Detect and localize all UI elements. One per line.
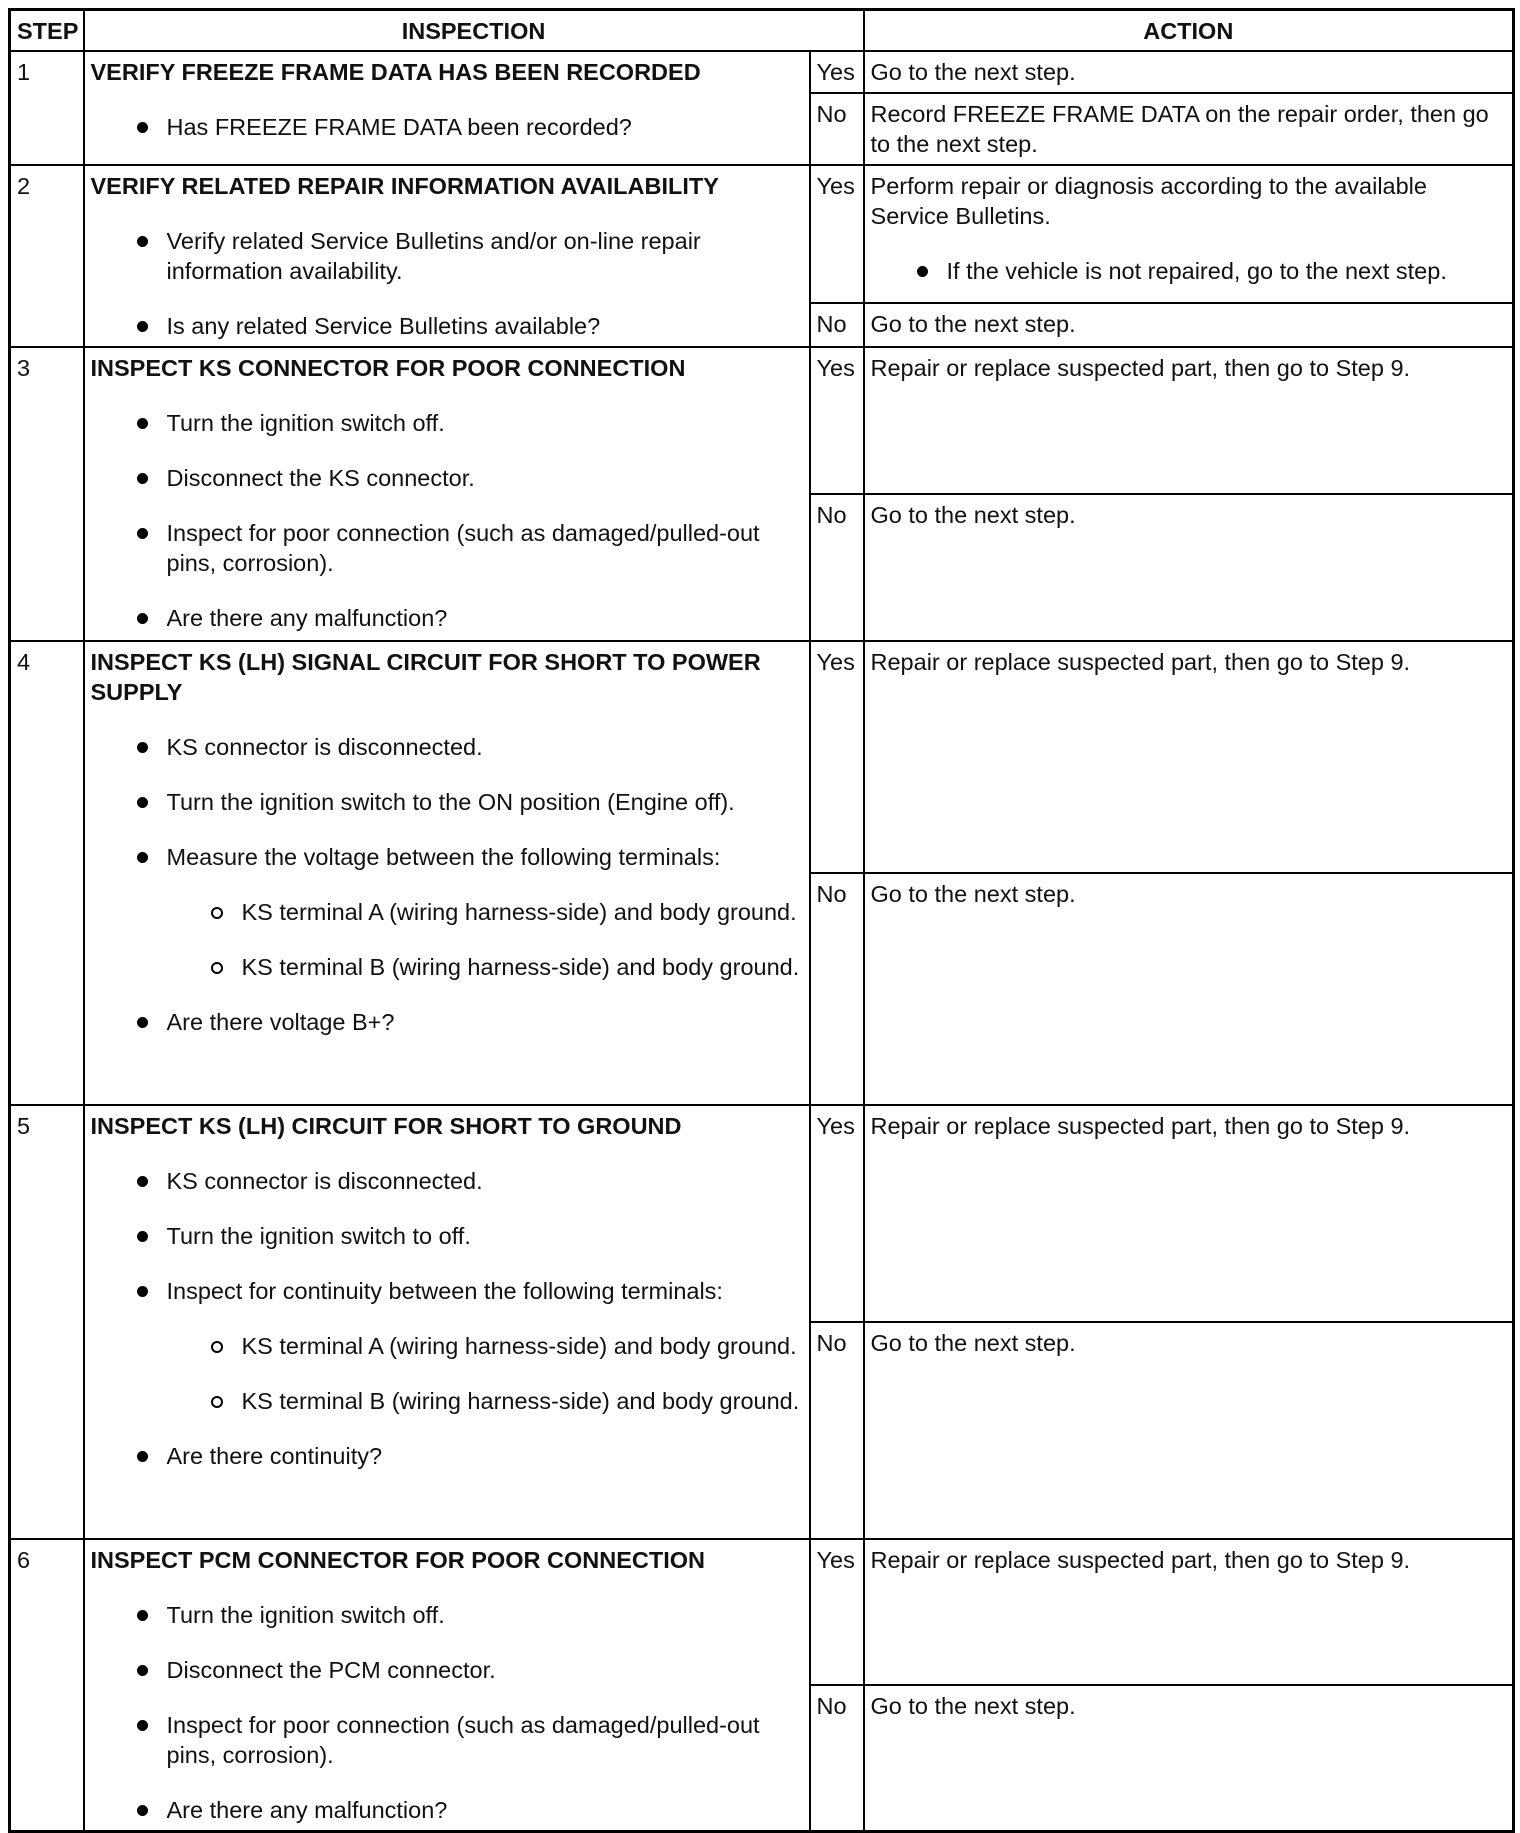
table-header-row (10, 10, 1514, 52)
step-3-yes-row (10, 347, 1514, 494)
step-number: 4 (10, 641, 84, 1105)
yes-action (864, 1105, 1514, 1322)
sub-bullet-item: KS terminal A (wiring harness-side) and body ground. (91, 897, 803, 927)
bullet-list (91, 1007, 803, 1037)
bullet-list (91, 732, 803, 872)
yes-action (864, 51, 1514, 93)
no-label: No (810, 93, 864, 165)
no-label: No (810, 873, 864, 1105)
no-label: No (810, 494, 864, 641)
bullet-list (91, 1441, 803, 1471)
bullet-item: Turn the ignition switch to the ON position (Engine off). (91, 787, 803, 817)
diagnostic-procedure-document (8, 8, 1512, 1832)
bullet-item: Inspect for continuity between the following terminals: (91, 1276, 803, 1306)
bullet-item: KS connector is disconnected. (91, 732, 803, 762)
action-text: Go to the next step. (870, 1693, 1076, 1719)
step-title: INSPECT KS (LH) SIGNAL CIRCUIT FOR SHORT TO POWER SUPPLY (90, 649, 761, 705)
header-step: STEP (10, 10, 84, 52)
no-action (864, 873, 1514, 1105)
step-title: INSPECT PCM CONNECTOR FOR POOR CONNECTION (90, 1547, 706, 1573)
sub-bullet-list (91, 897, 803, 982)
bullet-list (91, 1166, 803, 1306)
step-title: VERIFY RELATED REPAIR INFORMATION AVAILABILITY (90, 173, 719, 199)
bullet-item: Disconnect the PCM connector. (91, 1655, 803, 1685)
yes-label: Yes (810, 1105, 864, 1322)
step-number: 3 (10, 347, 84, 641)
sub-bullet-item: KS terminal B (wiring harness-side) and body ground. (91, 952, 803, 982)
step-1-yes-row (10, 51, 1514, 93)
step-inspection (84, 165, 810, 347)
header-inspection: INSPECTION (84, 10, 864, 52)
action-text: Record FREEZE FRAME DATA on the repair order, then go to the next step. (870, 101, 1489, 157)
no-action (864, 303, 1514, 347)
step-inspection (84, 347, 810, 641)
bullet-item: Inspect for poor connection (such as damaged/pulled-out pins, corrosion). (91, 1710, 803, 1770)
yes-label: Yes (810, 641, 864, 873)
step-inspection (84, 641, 810, 1105)
step-inspection (84, 1539, 810, 1831)
no-label: No (810, 1685, 864, 1831)
step-number: 2 (10, 165, 84, 347)
yes-action (864, 641, 1514, 873)
action-text: Perform repair or diagnosis according to the available Service Bulletins. (870, 173, 1427, 229)
yes-action (864, 1539, 1514, 1685)
yes-label: Yes (810, 1539, 864, 1685)
no-action (864, 1322, 1514, 1539)
bullet-list (91, 408, 803, 633)
bullet-item: Is any related Service Bulletins available? (91, 311, 803, 341)
bullet-item: Turn the ignition switch off. (91, 408, 803, 438)
step-2-yes-row (10, 165, 1514, 303)
action-text: Repair or replace suspected part, then go to Step 9. (870, 1547, 1411, 1573)
step-title: INSPECT KS CONNECTOR FOR POOR CONNECTION (90, 355, 686, 381)
bullet-item: Disconnect the KS connector. (91, 463, 803, 493)
no-action (864, 494, 1514, 641)
bullet-item: Inspect for poor connection (such as damaged/pulled-out pins, corrosion). (91, 518, 803, 578)
yes-action (864, 347, 1514, 494)
header-action: ACTION (864, 10, 1514, 52)
yes-label: Yes (810, 165, 864, 303)
action-text: Repair or replace suspected part, then go to Step 9. (870, 355, 1411, 381)
diagnostic-table (8, 8, 1515, 1833)
bullet-list (91, 112, 803, 142)
action-text: Go to the next step. (870, 59, 1076, 85)
bullet-item: Measure the voltage between the following terminals: (91, 842, 803, 872)
bullet-item: Are there voltage B+? (91, 1007, 803, 1037)
step-number: 5 (10, 1105, 84, 1539)
action-text: Go to the next step. (870, 881, 1076, 907)
step-number: 1 (10, 51, 84, 165)
bullet-item: Has FREEZE FRAME DATA been recorded? (91, 112, 803, 142)
bullet-item: Are there any malfunction? (91, 1795, 803, 1825)
step-6-yes-row (10, 1539, 1514, 1685)
step-4-yes-row (10, 641, 1514, 873)
yes-label: Yes (810, 51, 864, 93)
action-text: Go to the next step. (870, 1330, 1076, 1356)
bullet-list (91, 226, 803, 341)
no-action (864, 93, 1514, 165)
bullet-item: Turn the ignition switch to off. (91, 1221, 803, 1251)
sub-bullet-item: KS terminal A (wiring harness-side) and body ground. (91, 1331, 803, 1361)
sub-bullet-item: KS terminal B (wiring harness-side) and body ground. (91, 1386, 803, 1416)
step-inspection (84, 51, 810, 165)
yes-action (864, 165, 1514, 303)
step-number: 6 (10, 1539, 84, 1831)
yes-label: Yes (810, 347, 864, 494)
no-action (864, 1685, 1514, 1831)
bullet-item: Turn the ignition switch off. (91, 1600, 803, 1630)
action-bullet-item: If the vehicle is not repaired, go to the next step. (871, 256, 1507, 286)
bullet-item: Verify related Service Bulletins and/or on-line repair information availability. (91, 226, 803, 286)
bullet-list (91, 1600, 803, 1825)
action-text: Go to the next step. (870, 311, 1076, 337)
bullet-item: Are there continuity? (91, 1441, 803, 1471)
step-title: VERIFY FREEZE FRAME DATA HAS BEEN RECORDED (90, 59, 701, 85)
action-text: Repair or replace suspected part, then go to Step 9. (870, 649, 1411, 675)
action-bullet-list (871, 256, 1507, 286)
step-title: INSPECT KS (LH) CIRCUIT FOR SHORT TO GROUND (90, 1113, 682, 1139)
action-text: Repair or replace suspected part, then go to Step 9. (870, 1113, 1411, 1139)
bullet-item: Are there any malfunction? (91, 603, 803, 633)
step-inspection (84, 1105, 810, 1539)
sub-bullet-list (91, 1331, 803, 1416)
no-label: No (810, 303, 864, 347)
bullet-item: KS connector is disconnected. (91, 1166, 803, 1196)
action-text: Go to the next step. (870, 502, 1076, 528)
no-label: No (810, 1322, 864, 1539)
step-5-yes-row (10, 1105, 1514, 1322)
